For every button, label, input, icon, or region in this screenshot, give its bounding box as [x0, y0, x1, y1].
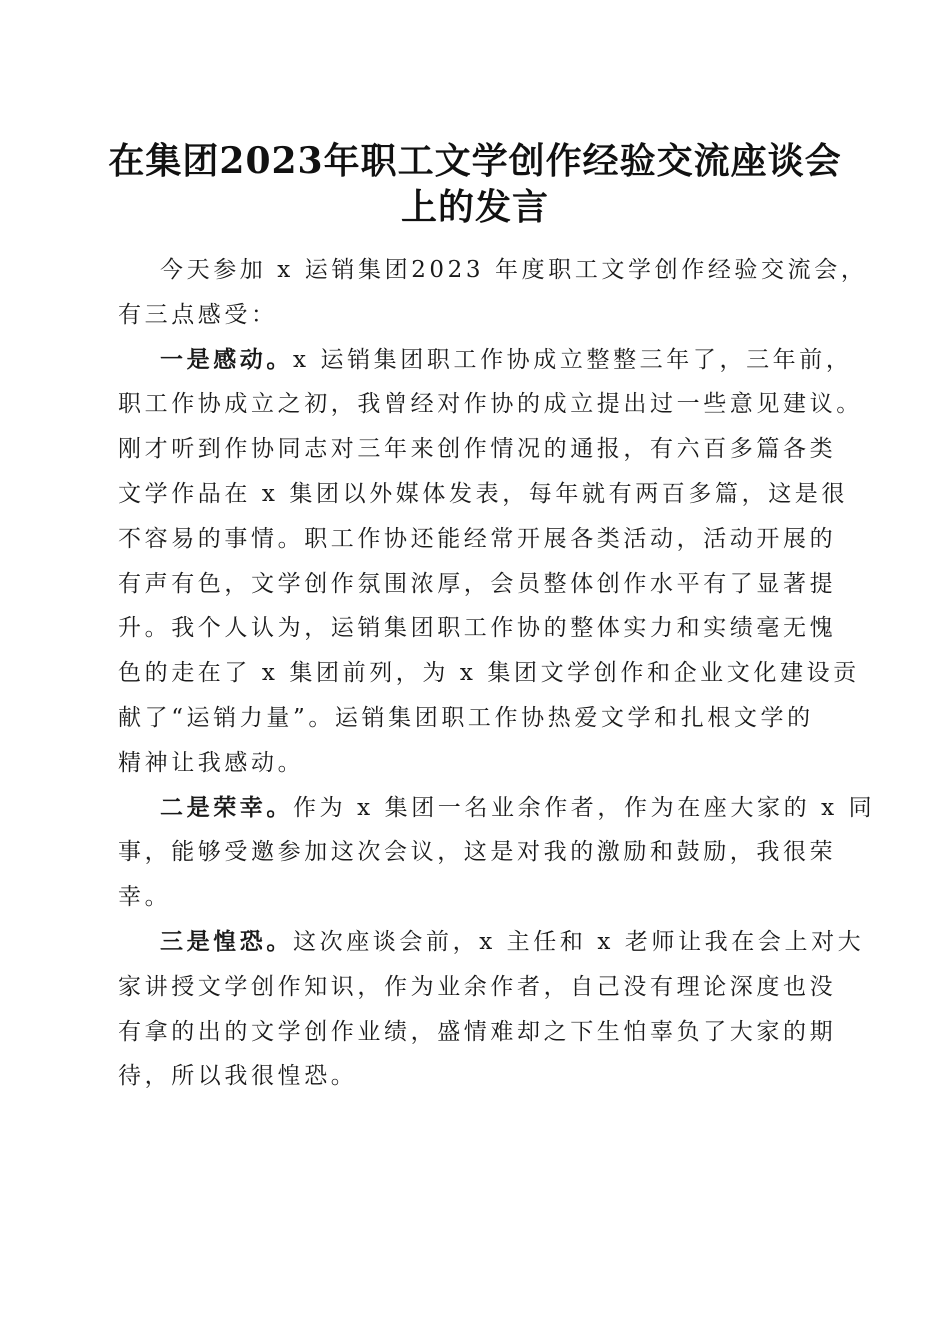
text-line: 刚才听到作协同志对三年来创作情况的通报，有六百多篇各类: [118, 436, 837, 463]
text-span: 这次座谈会前，x 主任和 x 老师让我在会上对大: [293, 928, 865, 955]
text-line: 今天参加 x 运销集团2023 年度职工文学创作经验交流会，: [160, 257, 868, 283]
text-line: 待，所以我很惶恐。: [118, 1063, 358, 1090]
text-line: 幸。: [118, 884, 172, 911]
section-anxious-paragraph: [118, 920, 865, 1099]
text-line: 家讲授文学创作知识，作为业余作者，自己没有理论深度也没: [118, 973, 837, 1000]
text-line: 色的走在了 x 集团前列，为 x 集团文学创作和企业文化建设贡: [118, 660, 860, 687]
text-line: 有拿的出的文学创作业绩，盛情难却之下生怕辜负了大家的期: [118, 1018, 837, 1045]
section-lead-heading: 二是荣幸。: [160, 793, 293, 821]
section-lead-heading: 一是感动。: [160, 345, 293, 373]
section-lead-heading: 三是惶恐。: [160, 927, 293, 955]
text-span: 作为 x 集团一名业余作者，作为在座大家的 x 同: [293, 794, 876, 821]
section-moved-paragraph: [118, 338, 863, 786]
section-honored-paragraph: [118, 786, 876, 920]
text-line: 事，能够受邀参加这次会议，这是对我的激励和鼓励，我很荣: [118, 839, 837, 866]
text-line: [118, 786, 876, 831]
text-line: 职工作协成立之初，我曾经对作协的成立提出过一些意见建议。: [118, 391, 863, 418]
intro-paragraph: [118, 248, 868, 338]
text-line: [118, 338, 853, 383]
document-body: [118, 248, 876, 1099]
text-line: 有声有色，文学创作氛围浓厚，会员整体创作水平有了显著提: [118, 570, 837, 597]
text-line: 有三点感受：: [118, 301, 278, 328]
document-title-line-2: 上的发言: [400, 186, 549, 228]
text-line: 精神让我感动。: [118, 749, 305, 776]
text-line: 不容易的事情。职工作协还能经常开展各类活动，活动开展的: [118, 525, 837, 552]
text-line: [118, 920, 865, 965]
text-span: x 运销集团职工作协成立整整三年了，三年前，: [293, 346, 853, 373]
text-line: 献了“运销力量”。运销集团职工作协热爱文学和扎根文学的: [118, 704, 814, 731]
text-line: 文学作品在 x 集团以外媒体发表，每年就有两百多篇，这是很: [118, 480, 848, 507]
text-line: 升。我个人认为，运销集团职工作协的整体实力和实绩毫无愧: [118, 615, 837, 642]
document-title-line-1: 在集团2023年职工文学创作经验交流座谈会: [108, 140, 842, 182]
